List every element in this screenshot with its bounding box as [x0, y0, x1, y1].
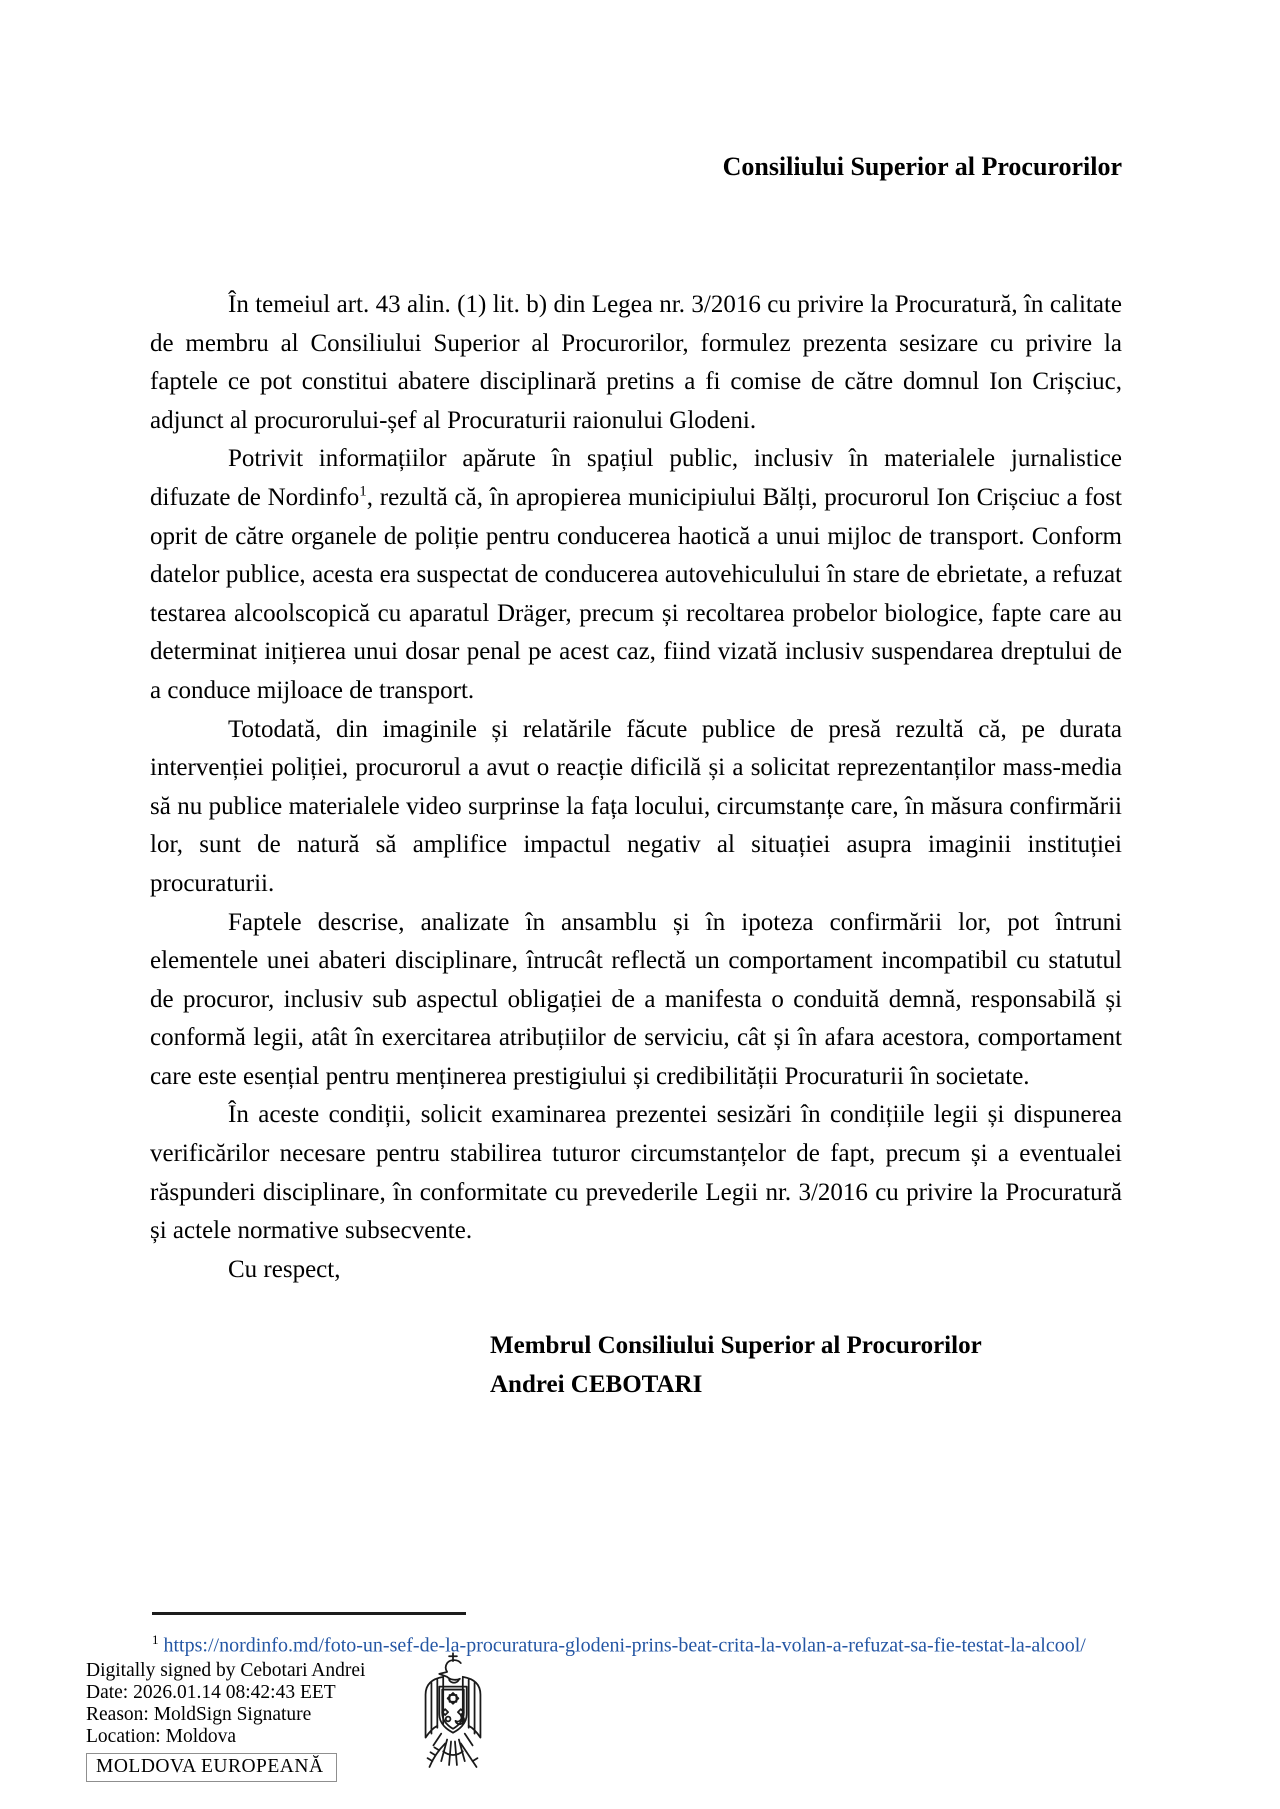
footnote [152, 1627, 1162, 1659]
signature-block [490, 1327, 1122, 1404]
letter-body [150, 148, 1122, 1405]
paragraph-2-text-cont: , rezultă că, în apropierea municipiului Bălți, procurorul Ion Crișciuc a fost oprit de către organele de poliție pentru conducerea haotică a unui mijloc de transport. Conform datelor publice, acesta era suspectat de conducerea autovehiculului în stare de ebrietate, a refuzat testarea alcoolscopică cu aparatul Dräger, precum și recoltarea probelor biologice, fapte care au determinat inițierea unui dosar penal pe acest caz, fiind vizată inclusiv suspendarea dreptului de a conduce mijloace de transport. [150, 483, 1122, 704]
footnote-separator [152, 1612, 466, 1615]
stamp-location: Location: Moldova [86, 1726, 237, 1747]
stamp-reason: Reason: MoldSign Signature [86, 1704, 312, 1725]
stamp-box-label: MOLDOVA EUROPEANĂ [86, 1753, 337, 1782]
paragraph-2-text: Potrivit informațiilor apărute în spațiul public, inclusiv în materialele jurnalistice difuzate de Nordinfo [150, 445, 1122, 511]
footnote-marker: 1 [152, 1632, 159, 1647]
signer-name: Andrei CEBOTARI [490, 1371, 703, 1399]
closing-salutation: Cu respect, [228, 1255, 341, 1283]
footnote-reference: 1 [359, 483, 367, 500]
signer-role: Membrul Consiliului Superior al Procurorilor [490, 1332, 982, 1360]
stamp-date: Date: 2026.01.14 08:42:43 EET [86, 1682, 336, 1703]
paragraph-4: Faptele descrise, analizate în ansamblu și în ipoteza confirmării lor, pot întruni elementele unei abateri disciplinare, întrucât reflectă un comportament incompatibil cu statutul de procuror, inclusiv sub aspectul obligației de a manifesta o conduită demnă, responsabilă și conformă legii, atât în exercitarea atribuțiilor de serviciu, cât și în afara acestora, comportament care este esențial pentru menținerea prestigiului și credibilității Procuraturii în societate. [150, 908, 1122, 1090]
digital-signature-stamp [86, 1660, 365, 1782]
recipient-title: Consiliului Superior al Procurorilor [722, 152, 1122, 181]
moldova-coat-of-arms-icon [404, 1650, 502, 1784]
footnote-link[interactable]: https://nordinfo.md/foto-un-sef-de-la-procuratura-glodeni-prins-beat-crita-la-volan-a-refuzat-sa-fie-testat-la-alcool/ [163, 1634, 1086, 1657]
stamp-signed-by: Digitally signed by Cebotari Andrei [86, 1660, 366, 1681]
paragraph-5: În aceste condiții, solicit examinarea prezentei sesizări în condițiile legii și dispunerea verificărilor necesare pentru stabilirea tuturor circumstanțelor de fapt, precum și a eventualei răspunderi disciplinare, în conformitate cu prevederile Legii nr. 3/2016 cu privire la Procuratură și actele normative subsecvente. [150, 1101, 1122, 1245]
paragraph-3: Totodată, din imaginile și relatările făcute publice de presă rezultă că, pe durata intervenției poliției, procurorul a avut o reacție dificilă și a solicitat reprezentanților mass-media să nu publice materialele video surprinse la fața locului, circumstanțe care, în măsura confirmării lor, sunt de natură să amplifice impactul negativ al situației asupra imaginii instituției procuraturii. [150, 715, 1122, 897]
paragraph-2 [150, 440, 1122, 710]
paragraph-1: În temeiul art. 43 alin. (1) lit. b) din Legea nr. 3/2016 cu privire la Procuratură, în calitate de membru al Consiliului Superior al Procurorilor, formulez prezenta sesizare cu privire la faptele ce pot constitui abatere disciplinară pretins a fi comise de către domnul Ion Crișciuc, adjunct al procurorului-șef al Procuraturii raionului Glodeni. [150, 291, 1122, 434]
